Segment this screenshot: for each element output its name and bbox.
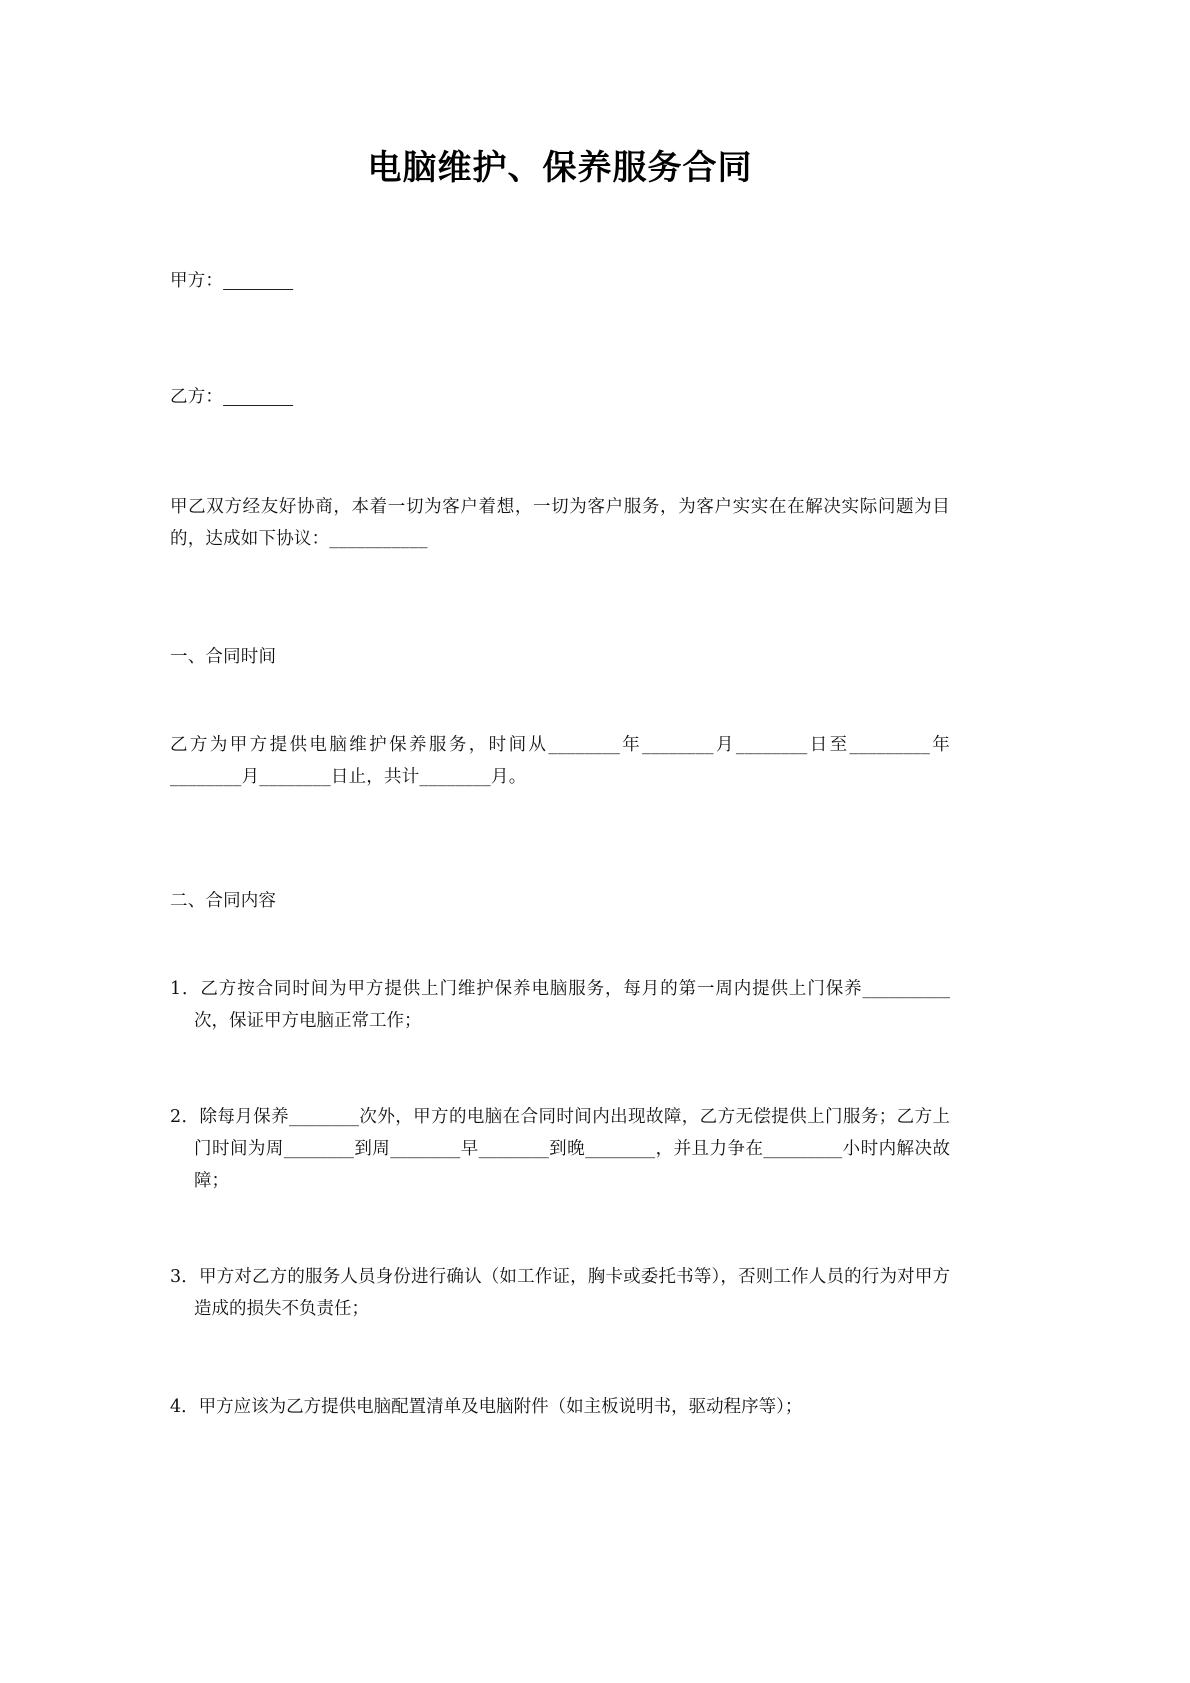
party-b-line [170, 381, 950, 413]
clause-item-text: 4．甲方应该为乙方提供电脑配置清单及电脑附件（如主板说明书，驱动程序等）； [170, 1396, 803, 1417]
document-content [170, 0, 950, 1423]
party-b-label: 乙方： [170, 386, 224, 407]
party-a-line [170, 265, 950, 297]
clause-item [170, 1261, 950, 1325]
intro-paragraph: 甲乙双方经友好协商，本着一切为客户着想，一切为客户服务，为客户实实在在解决实际问题为目的，达成如下协议：___________ [170, 496, 950, 549]
spacer [170, 917, 950, 973]
clause-item-text: 3．甲方对乙方的服务人员身份进行确认（如工作证，胸卡或委托书等），否则工作人员的行为对甲方造成的损失不负责任； [170, 1266, 950, 1319]
section-heading-2: 二、合同内容 [170, 890, 277, 911]
party-b-blank[interactable] [223, 387, 293, 407]
party-a-blank[interactable] [223, 271, 293, 291]
spacer [170, 673, 950, 729]
clause-item-text: 2．除每月保养________次外，甲方的电脑在合同时间内出现故障，乙方无偿提供上门服务；乙方上门时间为周________到周________早________到晚________，并且力争在_________小时内解决故障； [170, 1106, 950, 1191]
spacer [170, 555, 950, 641]
spacer [170, 793, 950, 885]
spacer [170, 189, 950, 265]
spacer [170, 1037, 950, 1101]
spacer [170, 1197, 950, 1261]
party-a-label: 甲方： [170, 270, 224, 291]
clause-item [170, 973, 950, 1037]
section-1-body: 乙方为甲方提供电脑维护保养服务，时间从________年________月________日至_________年________月________日止，共计________月。 [170, 734, 950, 787]
spacer [170, 413, 950, 491]
clause-item-text: 1．乙方按合同时间为甲方提供上门维护保养电脑服务，每月的第一周内提供上门保养__________次，保证甲方电脑正常工作； [170, 978, 950, 1031]
clause-item [170, 1391, 950, 1423]
section-heading-1: 一、合同时间 [170, 646, 277, 667]
page-title: 电脑维护、保养服务合同 [367, 148, 753, 188]
clause-item [170, 1101, 950, 1197]
spacer [170, 1325, 950, 1391]
spacer [170, 297, 950, 381]
